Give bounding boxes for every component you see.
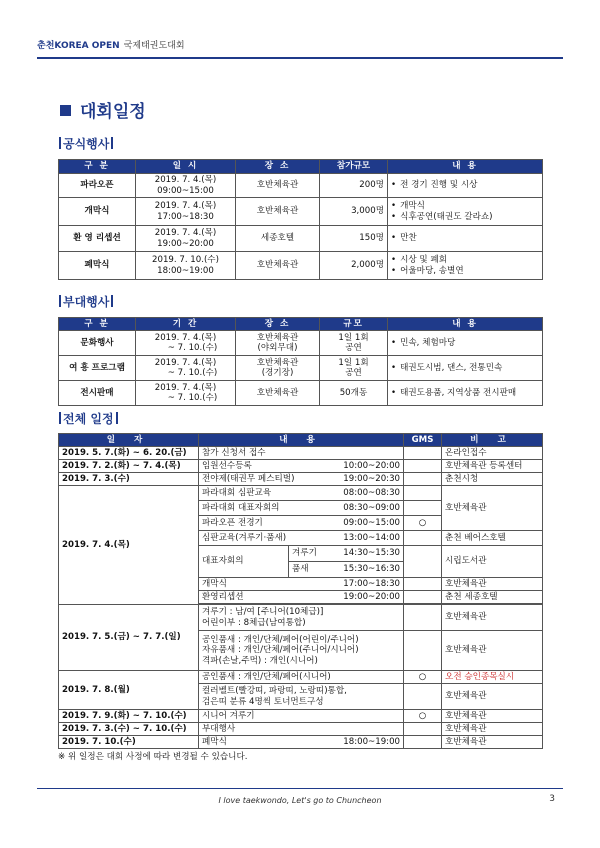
bar-icon bbox=[111, 137, 113, 149]
bar-icon bbox=[59, 137, 61, 149]
schedule-note: 호반체육관 bbox=[442, 578, 543, 591]
table-row bbox=[59, 486, 543, 501]
schedule-item: 폐막식 18:00~19:00 bbox=[199, 736, 404, 749]
bar-icon bbox=[111, 295, 113, 307]
table-row bbox=[59, 723, 543, 736]
table-row bbox=[59, 736, 543, 749]
side-events-table bbox=[58, 317, 543, 406]
table-row bbox=[59, 671, 543, 684]
schedule-note: 호반체육관 bbox=[442, 684, 543, 710]
schedule-item: 참가 신청서 접수 bbox=[199, 447, 404, 460]
event-date: 2019. 7. 4.(목) 09:00~15:00 bbox=[136, 174, 236, 198]
schedule-item: 공인품새 : 개인/단체/페어(시니어) bbox=[199, 671, 404, 684]
footer-divider bbox=[37, 788, 563, 789]
schedule-note-highlight: 오전 승인종목실시 bbox=[442, 671, 543, 684]
event-scale: 50개동 bbox=[320, 381, 388, 406]
gms-circle-icon: ○ bbox=[404, 710, 442, 723]
table-row bbox=[59, 381, 543, 406]
schedule-note: 호반체육관 bbox=[442, 710, 543, 723]
gms-cell bbox=[404, 736, 442, 749]
event-content: • 태권도용품, 지역상품 전시판매 bbox=[388, 381, 543, 406]
gms-cell bbox=[404, 473, 442, 486]
event-scale: 200명 bbox=[320, 174, 388, 198]
event-content: • 만찬 bbox=[388, 226, 543, 252]
table-row bbox=[59, 447, 543, 460]
col-header: 장 소 bbox=[236, 160, 320, 174]
footer-slogan: I love taekwondo, Let's go to Chuncheon bbox=[218, 796, 382, 805]
header-brand: 춘천KOREA OPEN bbox=[37, 41, 120, 51]
schedule-note: 호반체육관 bbox=[442, 736, 543, 749]
table-row bbox=[59, 356, 543, 381]
table-row bbox=[59, 174, 543, 198]
event-period: 2019. 7. 4.(목) ~ 7. 10.(수) bbox=[136, 356, 236, 381]
header bbox=[37, 38, 185, 51]
table-row bbox=[59, 252, 543, 280]
gms-cell bbox=[404, 447, 442, 460]
gms-cell bbox=[404, 684, 442, 710]
schedule-note: 호반체육관 bbox=[442, 486, 543, 531]
schedule-item: 파라대회 심판교육 08:00~08:30 bbox=[199, 486, 404, 501]
event-place: 호반체육관 (야외무대) bbox=[236, 331, 320, 356]
schedule-item: 부대행사 bbox=[199, 723, 404, 736]
header-divider bbox=[37, 57, 563, 59]
section-full-title bbox=[57, 410, 120, 427]
schedule-item: 대표자회의 bbox=[199, 546, 289, 578]
event-name: 환 영 리셉션 bbox=[59, 226, 136, 252]
bar-icon bbox=[59, 295, 61, 307]
event-name: 전시판매 bbox=[59, 381, 136, 406]
schedule-item: 파라대회 대표자회의 08:30~09:00 bbox=[199, 501, 404, 516]
schedule-notice: ※ 위 일정은 대회 사정에 따라 변경될 수 있습니다. bbox=[58, 752, 248, 762]
page-number: 3 bbox=[549, 794, 555, 804]
schedule-note: 시립도서관 bbox=[442, 546, 543, 578]
event-date: 2019. 7. 4.(목) 19:00~20:00 bbox=[136, 226, 236, 252]
schedule-date: 2019. 7. 5.(금) ~ 7. 7.(일) bbox=[59, 605, 199, 671]
schedule-item: 컬러벨트(빨강띠, 파랑띠, 노랑띠)통합, 검은띠 분류 4명씩 토너먼트구성 bbox=[199, 684, 404, 710]
section-official-title bbox=[57, 135, 115, 152]
gms-circle-icon: ○ bbox=[404, 671, 442, 684]
event-place: 호반체육관 bbox=[236, 198, 320, 226]
schedule-note: 호반체육관 bbox=[442, 605, 543, 631]
event-name: 문화행사 bbox=[59, 331, 136, 356]
gms-cell bbox=[404, 723, 442, 736]
section-side-title bbox=[57, 293, 115, 310]
gms-cell bbox=[404, 578, 442, 591]
event-place: 호반체육관 bbox=[236, 381, 320, 406]
gms-cell bbox=[404, 631, 442, 671]
schedule-date: 2019. 7. 9.(화) ~ 7. 10.(수) bbox=[59, 710, 199, 723]
section-full-label: 전체 일정 bbox=[63, 412, 114, 426]
official-events-table bbox=[58, 159, 543, 280]
table-row bbox=[59, 605, 543, 631]
schedule-subitem: 겨루기 14:30~15:30 bbox=[289, 546, 404, 562]
schedule-note: 호반체육관 등록센터 bbox=[442, 460, 543, 473]
section-official-label: 공식행사 bbox=[63, 137, 110, 151]
event-scale: 1일 1회 공연 bbox=[320, 331, 388, 356]
col-header: 일 시 bbox=[136, 160, 236, 174]
col-header: 구 분 bbox=[59, 318, 136, 331]
table-row bbox=[59, 460, 543, 473]
event-name: 개막식 bbox=[59, 198, 136, 226]
table-row bbox=[59, 710, 543, 723]
schedule-item: 임원선수등록 10:00~20:00 bbox=[199, 460, 404, 473]
gms-cell bbox=[404, 486, 442, 501]
gms-cell bbox=[404, 460, 442, 473]
schedule-item: 심판교육(겨루기·품새) 13:00~14:00 bbox=[199, 531, 404, 546]
header-sub: 국제태권도대회 bbox=[123, 41, 185, 51]
table-row bbox=[59, 226, 543, 252]
col-header: GMS bbox=[404, 434, 442, 447]
schedule-date: 2019. 5. 7.(화) ~ 6. 20.(금) bbox=[59, 447, 199, 460]
col-header: 내 용 bbox=[388, 160, 543, 174]
col-header: 규모 bbox=[320, 318, 388, 331]
schedule-date: 2019. 7. 3.(수) bbox=[59, 473, 199, 486]
gms-cell bbox=[404, 531, 442, 546]
square-bullet-icon bbox=[60, 105, 71, 116]
gms-cell bbox=[404, 546, 442, 578]
col-header: 구 분 bbox=[59, 160, 136, 174]
table-row bbox=[59, 198, 543, 226]
schedule-date: 2019. 7. 8.(월) bbox=[59, 671, 199, 710]
table-row bbox=[59, 331, 543, 356]
page-title-text: 대회일정 bbox=[80, 102, 146, 122]
gms-circle-icon: ○ bbox=[404, 516, 442, 531]
event-date: 2019. 7. 4.(목) 17:00~18:30 bbox=[136, 198, 236, 226]
full-schedule-table bbox=[58, 433, 543, 749]
col-header: 내 용 bbox=[199, 434, 404, 447]
event-period: 2019. 7. 4.(목) ~ 7. 10.(수) bbox=[136, 381, 236, 406]
schedule-date: 2019. 7. 2.(화) ~ 7. 4.(목) bbox=[59, 460, 199, 473]
event-content: • 민속, 체험마당 bbox=[388, 331, 543, 356]
event-content: • 태권도시범, 댄스, 전통민속 bbox=[388, 356, 543, 381]
schedule-item: 파라오픈 전경기 09:00~15:00 bbox=[199, 516, 404, 531]
event-place: 호반체육관 bbox=[236, 252, 320, 280]
schedule-item: 전야제(태권무 페스티벌) 19:00~20:30 bbox=[199, 473, 404, 486]
event-scale: 2,000명 bbox=[320, 252, 388, 280]
event-place: 호반체육관 bbox=[236, 174, 320, 198]
gms-cell bbox=[404, 591, 442, 604]
schedule-note: 춘천 세종호텔 bbox=[442, 591, 543, 604]
schedule-item: 시니어 겨루기 bbox=[199, 710, 404, 723]
schedule-note: 춘천시청 bbox=[442, 473, 543, 486]
event-content: • 시상 및 폐회 • 어울마당, 송별연 bbox=[388, 252, 543, 280]
col-header: 비 고 bbox=[442, 434, 543, 447]
event-place: 세종호텔 bbox=[236, 226, 320, 252]
event-content: • 개막식 • 식후공연(태권도 갈라쇼) bbox=[388, 198, 543, 226]
event-scale: 1일 1회 공연 bbox=[320, 356, 388, 381]
event-name: 여 흥 프로그램 bbox=[59, 356, 136, 381]
bar-icon bbox=[59, 412, 61, 424]
col-header: 일 자 bbox=[59, 434, 199, 447]
schedule-note: 온라인접수 bbox=[442, 447, 543, 460]
event-scale: 150명 bbox=[320, 226, 388, 252]
event-name: 폐막식 bbox=[59, 252, 136, 280]
col-header: 내 용 bbox=[388, 318, 543, 331]
schedule-subitem: 품새 15:30~16:30 bbox=[289, 562, 404, 578]
schedule-note: 호반체육관 bbox=[442, 631, 543, 671]
event-content: • 전 경기 진행 및 시상 bbox=[388, 174, 543, 198]
schedule-item: 겨루기 : 남/여 [주니어(10체급)] 어린이부 : 8체급(남여통합) bbox=[199, 605, 404, 631]
schedule-item: 공인품새 : 개인/단체/페어(어린이/주니어) 자유품새 : 개인/단체/페어(주니어/시니어) 격파(손날,주먹) : 개인(시니어) bbox=[199, 631, 404, 671]
gms-cell bbox=[404, 501, 442, 516]
table-row bbox=[59, 473, 543, 486]
schedule-note: 춘천 베어스호텔 bbox=[442, 531, 543, 546]
col-header: 장 소 bbox=[236, 318, 320, 331]
schedule-item: 환영리셉션 19:00~20:00 bbox=[199, 591, 404, 604]
col-header: 참가규모 bbox=[320, 160, 388, 174]
col-header: 기 간 bbox=[136, 318, 236, 331]
gms-cell bbox=[404, 605, 442, 631]
schedule-item: 개막식 17:00~18:30 bbox=[199, 578, 404, 591]
event-name: 파라오픈 bbox=[59, 174, 136, 198]
schedule-date: 2019. 7. 10.(수) bbox=[59, 736, 199, 749]
event-date: 2019. 7. 10.(수) 18:00~19:00 bbox=[136, 252, 236, 280]
page-title bbox=[60, 97, 146, 122]
bar-icon bbox=[116, 412, 118, 424]
event-place: 호반체육관 (경기장) bbox=[236, 356, 320, 381]
schedule-date: 2019. 7. 3.(수) ~ 7. 10.(수) bbox=[59, 723, 199, 736]
schedule-date: 2019. 7. 4.(목) bbox=[59, 486, 199, 605]
schedule-note: 호반체육관 bbox=[442, 723, 543, 736]
event-scale: 3,000명 bbox=[320, 198, 388, 226]
event-period: 2019. 7. 4.(목) ~ 7. 10.(수) bbox=[136, 331, 236, 356]
section-side-label: 부대행사 bbox=[63, 295, 110, 309]
